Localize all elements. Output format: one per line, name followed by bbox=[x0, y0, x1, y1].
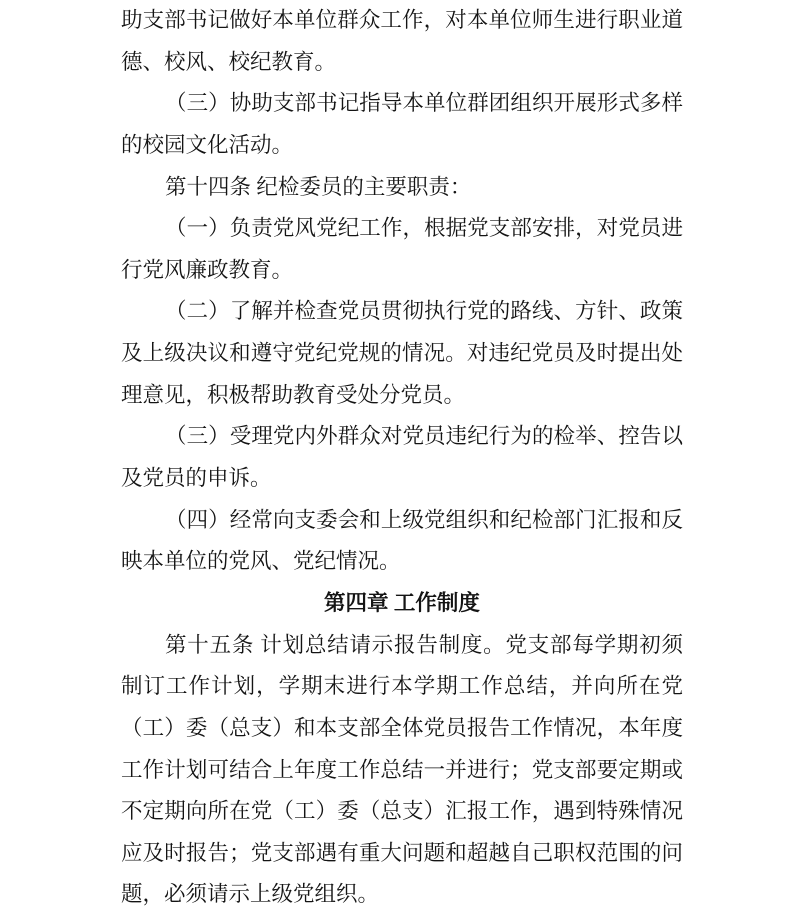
text-line: 映本单位的党风、党纪情况。 bbox=[121, 549, 401, 574]
body-paragraph bbox=[121, 208, 683, 291]
text-line: 助支部书记做好本单位群众工作，对本单位师生进行职业道 bbox=[121, 8, 683, 32]
body-paragraph bbox=[121, 167, 683, 209]
text-line: （二）了解并检查党员贯彻执行党的路线、方针、政策 bbox=[165, 299, 683, 324]
text-line: 制订工作计划，学期末进行本学期工作总结，并向所在党 bbox=[121, 674, 683, 699]
body-paragraph bbox=[121, 625, 683, 916]
text-line: （工）委（总支）和本支部全体党员报告工作情况，本年度 bbox=[121, 715, 683, 740]
text-line: 第十四条 纪检委员的主要职责： bbox=[165, 174, 472, 199]
text-line: 及党员的申诉。 bbox=[121, 466, 272, 491]
text-line: 行党风廉政教育。 bbox=[121, 257, 294, 282]
body-paragraph bbox=[121, 0, 683, 83]
body-paragraph bbox=[121, 416, 683, 499]
text-line: 理意见，积极帮助教育受处分党员。 bbox=[121, 382, 466, 407]
text-line: （一）负责党风党纪工作，根据党支部安排，对党员进 bbox=[165, 216, 683, 241]
text-line: （四）经常向支委会和上级党组织和纪检部门汇报和反 bbox=[165, 507, 683, 532]
text-line: 德、校风、校纪教育。 bbox=[121, 49, 337, 74]
text-line: 第十五条 计划总结请示报告制度。党支部每学期初须 bbox=[165, 632, 683, 657]
text-line: 工作计划可结合上年度工作总结一并进行；党支部要定期或 bbox=[121, 757, 683, 782]
document-text-column bbox=[121, 0, 683, 916]
body-paragraph bbox=[121, 500, 683, 583]
chapter-heading-text: 第四章 工作制度 bbox=[324, 590, 480, 615]
body-paragraph bbox=[121, 83, 683, 166]
text-line: （三）受理党内外群众对党员违纪行为的检举、控告以 bbox=[165, 424, 683, 449]
text-line: 及上级决议和遵守党纪党规的情况。对违纪党员及时提出处 bbox=[121, 341, 683, 366]
chapter-heading bbox=[121, 583, 683, 625]
text-line: 不定期向所在党（工）委（总支）汇报工作，遇到特殊情况 bbox=[121, 799, 683, 824]
text-line: 应及时报告；党支部遇有重大问题和超越自己职权范围的问 bbox=[121, 840, 683, 865]
text-line: （三）协助支部书记指导本单位群团组织开展形式多样 bbox=[165, 91, 683, 116]
text-line: 题，必须请示上级党组织。 bbox=[121, 882, 380, 907]
body-paragraph bbox=[121, 291, 683, 416]
text-line: 的校园文化活动。 bbox=[121, 132, 294, 157]
